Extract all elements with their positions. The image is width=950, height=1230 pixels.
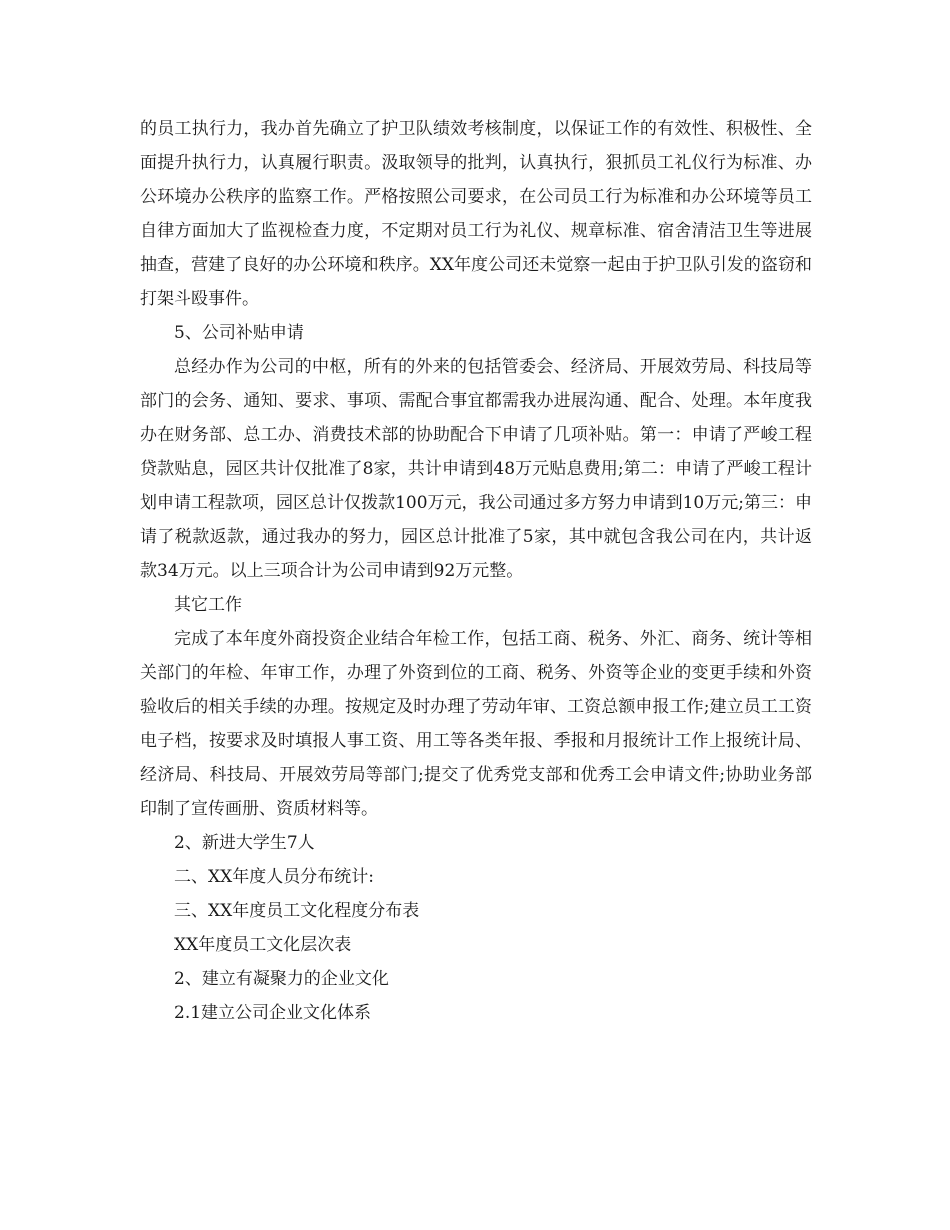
heading-culture-system: 2.1建立公司企业文化体系	[174, 1003, 372, 1023]
heading-corporate-culture: 2、建立有凝聚力的企业文化	[174, 969, 389, 989]
heading-staff-distribution: 二、XX年度人员分布统计:	[174, 867, 374, 887]
paragraph-security-team: 的员工执行力，我办首先确立了护卫队绩效考核制度，以保证工作的有效性、积极性、全面提升执行力，认真履行职责。汲取领导的批判，认真执行，狠抓员工礼仪行为标准、办公环境办公秩序的监察工作。严格按照公司要求，在公司员工行为标准和办公环境等员工自律方面加大了监视检查力度，不定期对员工行为礼仪、规章标准、宿舍清洁卫生等进展抽查，营建了良好的办公环境和秩序。XX年度公司还未觉察一起由于护卫队引发的盗窃和打架斗殴事件。	[140, 119, 812, 309]
paragraph-subsidy-application: 总经办作为公司的中枢，所有的外来的包括管委会、经济局、开展效劳局、科技局等部门的会务、通知、要求、事项、需配合事宜都需我办进展沟通、配合、处理。本年度我办在财务部、总工办、消费技术部的协助配合下申请了几项补贴。第一：申请了严峻工程贷款贴息，园区共计仅批准了8家，共计申请到48万元贴息费用;第二：申请了严峻工程计划申请工程款项，园区总计仅拨款100万元，我公司通过多方努力申请到10万元;第三：申请了税款返款，通过我办的努力，园区总计批准了5家，其中就包含我公司在内，共计返款34万元。以上三项合计为公司申请到92万元整。	[140, 357, 812, 581]
heading-education-distribution: 三、XX年度员工文化程度分布表	[174, 901, 420, 921]
line-new-graduates: 2、新进大学生7人	[174, 833, 315, 853]
paragraph-other-work: 完成了本年度外商投资企业结合年检工作，包括工商、税务、外汇、商务、统计等相关部门的年检、年审工作，办理了外资到位的工商、税务、外资等企业的变更手续和外资验收后的相关手续的办理。按规定及时办理了劳动年审、工资总额申报工作;建立员工工资电子档，按要求及时填报人事工资、用工等各类年报、季报和月报统计工作上报统计局、经济局、科技局、开展效劳局等部门;提交了优秀党支部和优秀工会申请文件;协助业务部印制了宣传画册、资质材料等。	[140, 629, 812, 819]
heading-other-work: 其它工作	[174, 595, 242, 615]
caption-education-table: XX年度员工文化层次表	[174, 935, 352, 955]
document-body	[140, 112, 812, 1030]
heading-subsidy-application: 5、公司补贴申请	[174, 323, 304, 343]
